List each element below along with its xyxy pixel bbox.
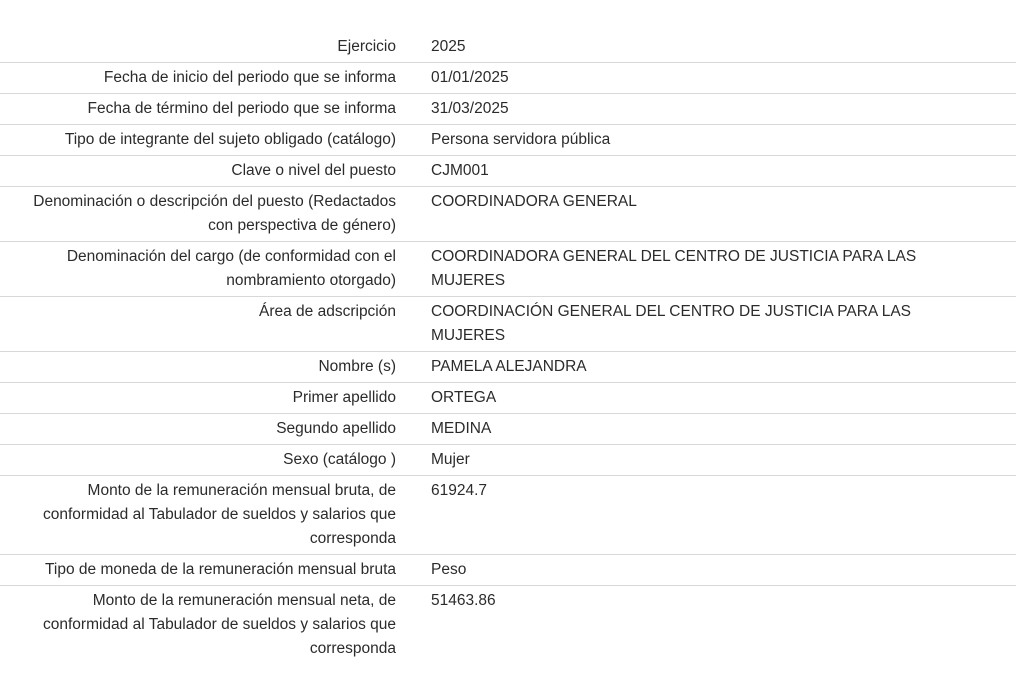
row-fecha-inicio [0, 63, 1016, 94]
field-value: ORTEGA [431, 389, 497, 406]
field-value: Persona servidora pública [431, 131, 611, 148]
field-label: Tipo de integrante del sujeto obligado (catálogo) [64, 131, 396, 148]
field-label: Tipo de moneda de la remuneración mensual bruta [45, 561, 396, 578]
field-value: Peso [431, 561, 467, 578]
field-value: COORDINADORA GENERAL DEL CENTRO DE JUSTICIA PARA LAS MUJERES [431, 248, 917, 289]
field-value: 51463.86 [431, 592, 496, 609]
row-segundo-apellido [0, 414, 1016, 445]
field-value: CJM001 [431, 162, 489, 179]
row-denominacion-cargo [0, 242, 1016, 297]
row-fecha-termino [0, 94, 1016, 125]
row-clave-puesto [0, 156, 1016, 187]
field-label: Sexo (catálogo ) [283, 451, 396, 468]
field-label: Clave o nivel del puesto [231, 162, 396, 179]
field-label: Monto de la remuneración mensual bruta, de conformidad al Tabulador de sueldos y salarios que corresponda [43, 482, 396, 547]
row-remuneracion-bruta [0, 476, 1016, 555]
field-value: 01/01/2025 [431, 69, 509, 86]
field-label: Monto de la remuneración mensual neta, de conformidad al Tabulador de sueldos y salarios que corresponda [43, 592, 396, 657]
row-denominacion-puesto [0, 187, 1016, 242]
field-label: Denominación o descripción del puesto (Redactados con perspectiva de género) [33, 193, 396, 234]
row-ejercicio [0, 32, 1016, 63]
row-sexo [0, 445, 1016, 476]
field-value: MEDINA [431, 420, 492, 437]
row-primer-apellido [0, 383, 1016, 414]
field-label: Segundo apellido [276, 420, 396, 437]
field-label: Fecha de inicio del periodo que se informa [103, 69, 396, 86]
field-value: Mujer [431, 451, 470, 468]
field-label: Primer apellido [292, 389, 396, 406]
row-tipo-integrante [0, 125, 1016, 156]
field-value: 61924.7 [431, 482, 488, 499]
record-detail-table [0, 32, 1016, 664]
field-value: PAMELA ALEJANDRA [431, 358, 587, 375]
row-moneda-bruta [0, 555, 1016, 586]
row-nombre [0, 352, 1016, 383]
field-value: COORDINADORA GENERAL [431, 193, 637, 210]
field-value: 31/03/2025 [431, 100, 509, 117]
field-label: Ejercicio [337, 38, 396, 55]
field-label: Fecha de término del periodo que se informa [87, 100, 396, 117]
field-value: 2025 [431, 38, 466, 55]
row-area-adscripcion [0, 297, 1016, 352]
row-remuneracion-neta [0, 586, 1016, 664]
field-value: COORDINACIÓN GENERAL DEL CENTRO DE JUSTICIA PARA LAS MUJERES [431, 303, 912, 344]
field-label: Denominación del cargo (de conformidad con el nombramiento otorgado) [66, 248, 396, 289]
field-label: Área de adscripción [259, 303, 396, 320]
field-label: Nombre (s) [318, 358, 396, 375]
